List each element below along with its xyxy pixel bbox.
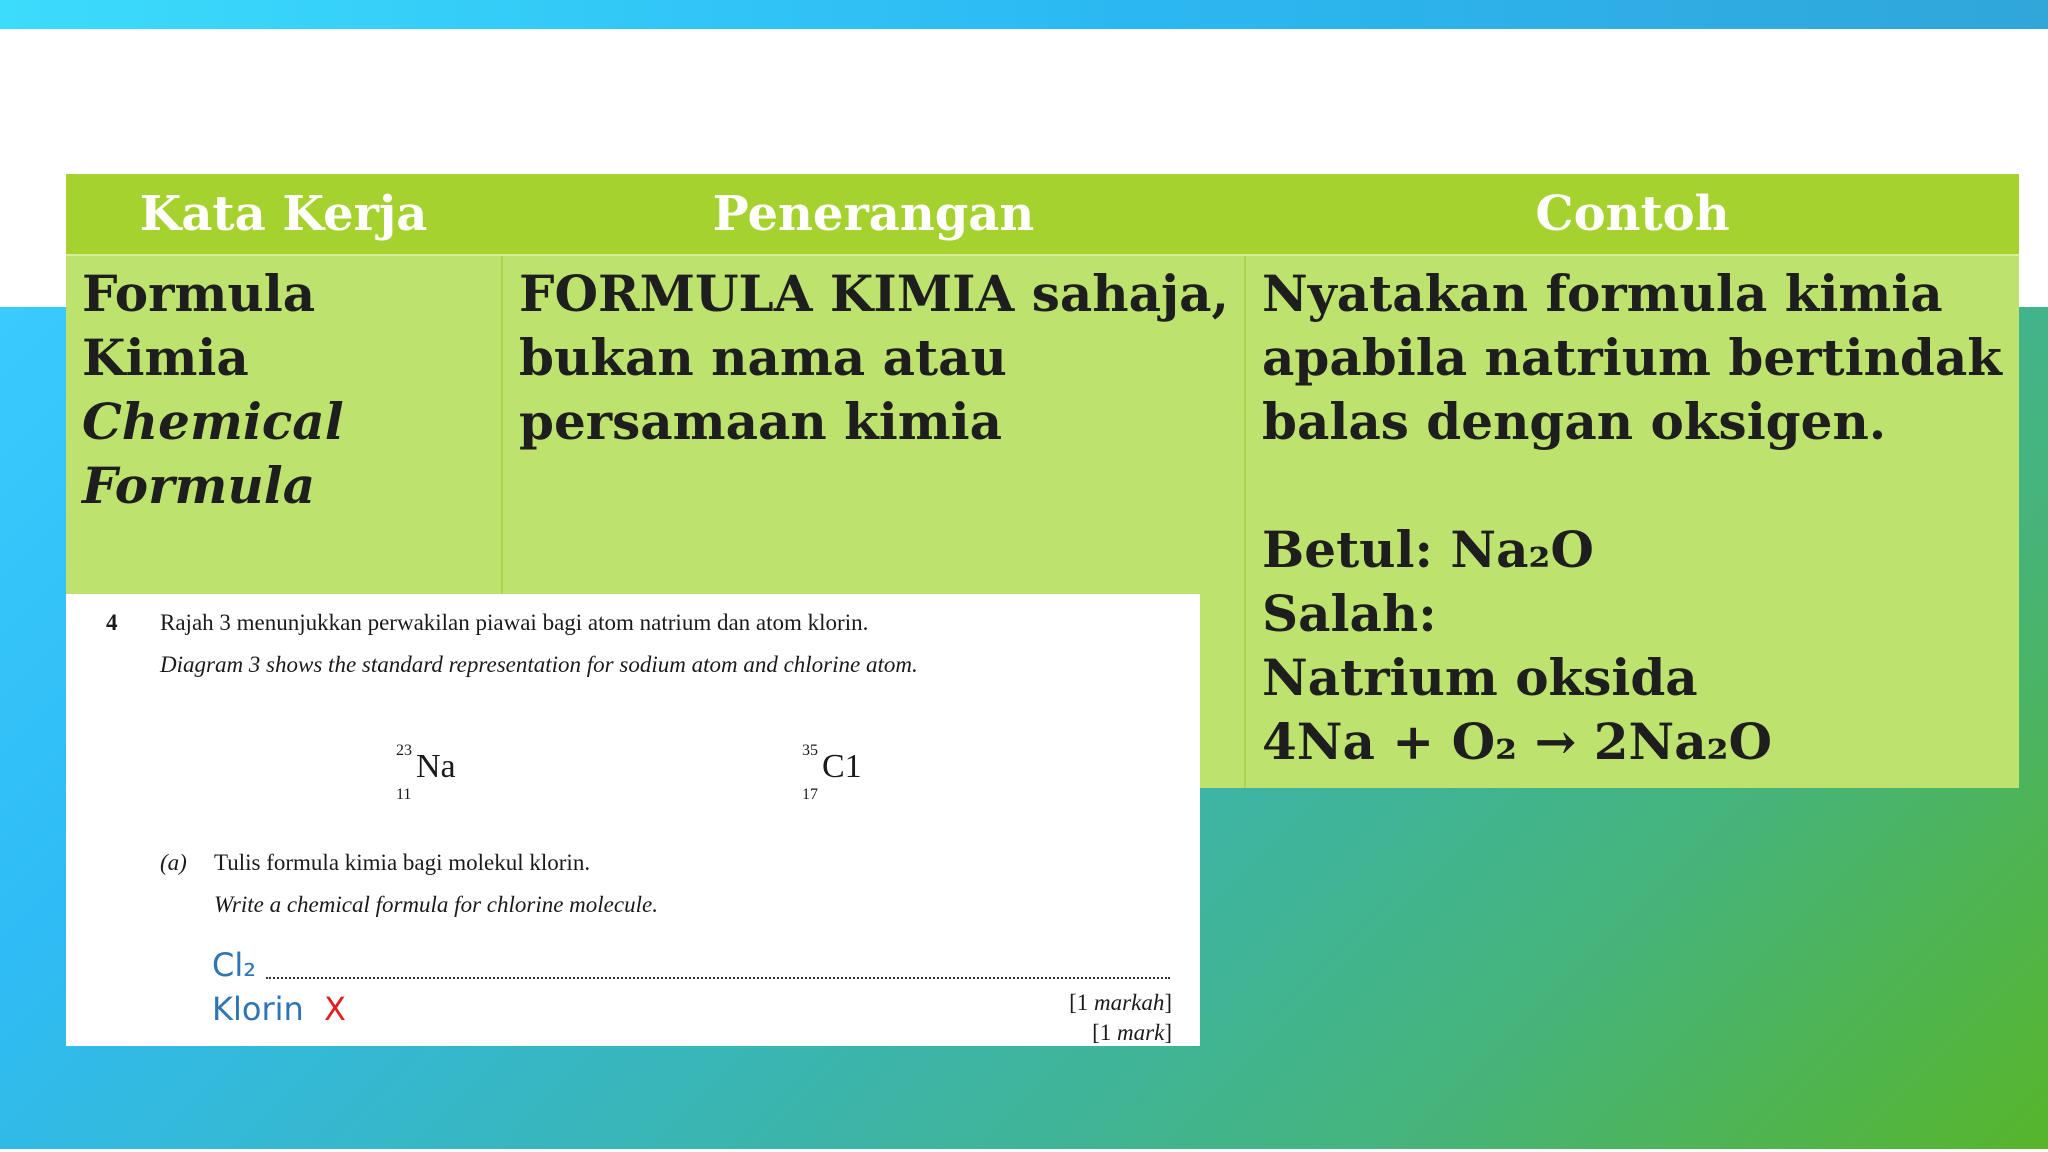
question-text-malay: Rajah 3 menunjukkan perwakilan piawai bagi atom natrium dan atom klorin. bbox=[160, 610, 869, 635]
example-wrong-1: Natrium oksida bbox=[1262, 648, 1698, 707]
question-number: 4 bbox=[106, 610, 118, 635]
cell-contoh bbox=[1262, 262, 2018, 774]
exam-question-excerpt bbox=[66, 594, 1200, 1046]
part-text-english: Write a chemical formula for chlorine molecule. bbox=[214, 892, 658, 917]
sodium-mass-number: 23 bbox=[396, 742, 412, 759]
header-contoh: Contoh bbox=[1535, 186, 1730, 242]
verb-name: Formula Kimia bbox=[82, 264, 316, 387]
sodium-atomic-number: 11 bbox=[396, 786, 412, 803]
marks-malay-num: [1 bbox=[1069, 990, 1095, 1015]
cell-penerangan bbox=[519, 262, 1239, 454]
marks-malay-word: markah bbox=[1094, 990, 1165, 1015]
example-line-2: apabila natrium bertindak bbox=[1262, 328, 2002, 387]
header-penerangan: Penerangan bbox=[712, 186, 1035, 242]
sodium-symbol: Na bbox=[416, 748, 456, 785]
answer-correct: Cl₂ bbox=[212, 946, 257, 984]
explanation-line-2: bukan nama atau bbox=[519, 328, 1007, 387]
marks-english-word: mark bbox=[1117, 1020, 1165, 1045]
marks-english-num: [1 bbox=[1092, 1020, 1118, 1045]
part-text-malay: Tulis formula kimia bagi molekul klorin. bbox=[214, 850, 591, 875]
cell-kata-kerja bbox=[82, 262, 494, 518]
top-decor-band bbox=[0, 0, 2048, 29]
example-line-3: balas dengan oksigen. bbox=[1262, 392, 1887, 451]
chlorine-symbol: C1 bbox=[822, 748, 862, 785]
marks-english bbox=[1092, 1020, 1172, 1046]
example-spacer bbox=[1262, 454, 2018, 518]
table-header-row bbox=[66, 174, 2019, 256]
answer-wrong: Klorin bbox=[212, 990, 304, 1028]
header-kata-kerja: Kata Kerja bbox=[139, 186, 428, 242]
explanation-line-1: FORMULA KIMIA sahaja, bbox=[519, 264, 1229, 323]
part-label: (a) bbox=[160, 850, 187, 875]
column-divider-2 bbox=[1244, 256, 1246, 788]
answer-line bbox=[266, 977, 1170, 979]
chlorine-atomic-number: 17 bbox=[802, 786, 818, 803]
verb-english-1: Chemical bbox=[82, 392, 344, 451]
question-text-english: Diagram 3 shows the standard representation for sodium atom and chlorine atom. bbox=[160, 652, 918, 677]
marks-malay-close: ] bbox=[1164, 990, 1172, 1015]
explanation-line-3: persamaan kimia bbox=[519, 392, 1003, 451]
marks-malay bbox=[1069, 990, 1172, 1016]
example-wrong-2: 4Na + O₂ → 2Na₂O bbox=[1262, 712, 1773, 771]
wrong-mark-icon: X bbox=[324, 990, 346, 1028]
chlorine-mass-number: 35 bbox=[802, 742, 818, 759]
example-correct: Betul: Na₂O bbox=[1262, 520, 1594, 579]
example-line-1: Nyatakan formula kimia bbox=[1262, 264, 1943, 323]
marks-english-close: ] bbox=[1164, 1020, 1172, 1045]
example-wrong-label: Salah: bbox=[1262, 584, 1437, 643]
verb-english-2: Formula bbox=[82, 456, 316, 515]
